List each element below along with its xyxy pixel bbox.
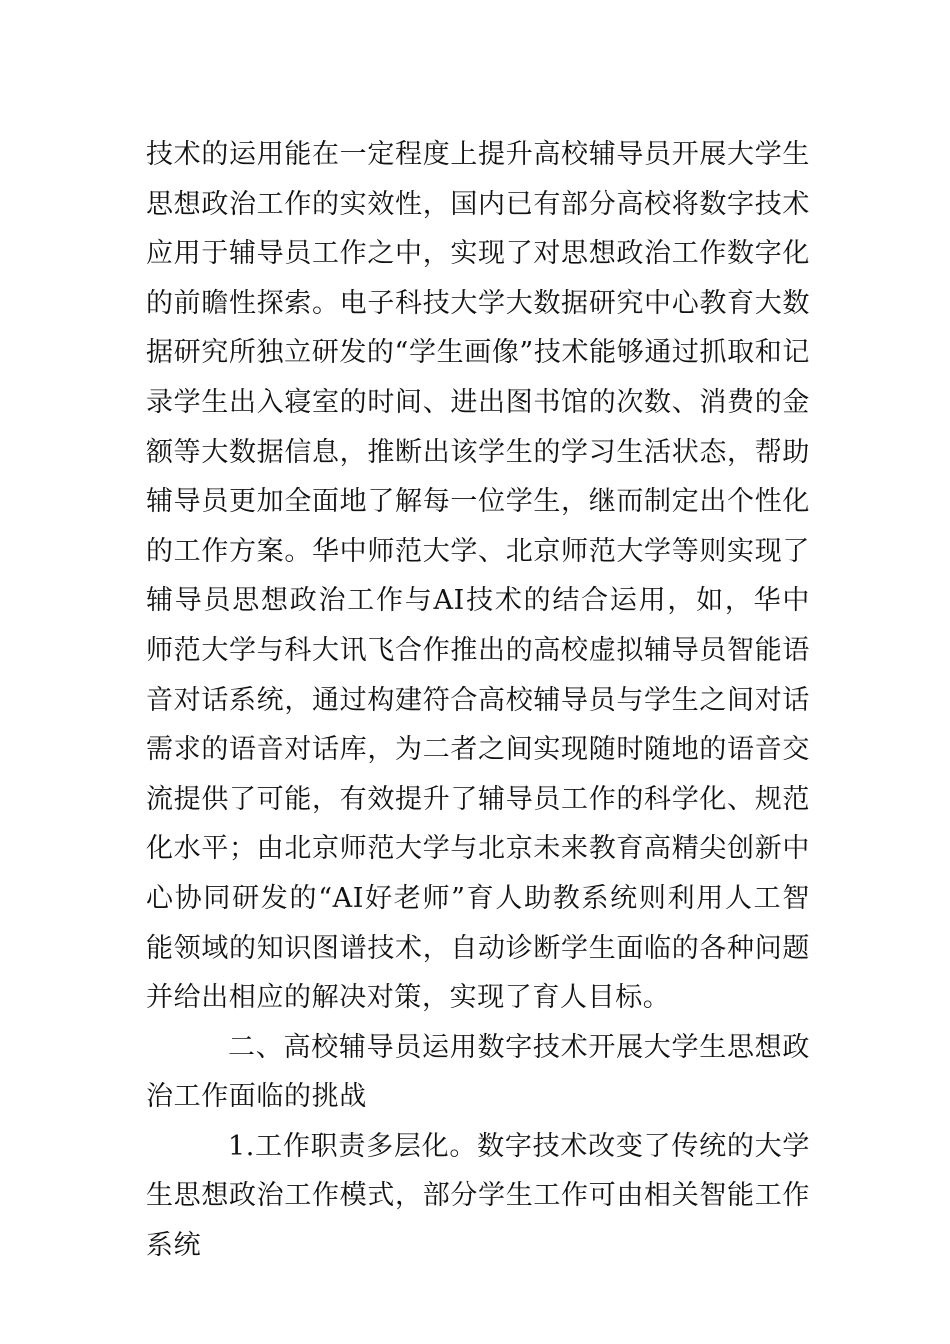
- document-body: [146, 130, 810, 1271]
- body-paragraph-digital-practice: 技术的运用能在一定程度上提升高校辅导员开展大学生思想政治工作的实效性，国内已有部分高校将数字技术应用于辅导员工作之中，实现了对思想政治工作数字化的前瞻性探索。电子科技大学大数据研究中心教育大数据研究所独立研发的“学生画像”技术能够通过抓取和记录学生出入寝室的时间、进出图书馆的次数、消费的金额等大数据信息，推断出该学生的学习生活状态，帮助辅导员更加全面地了解每一位学生，继而制定出个性化的工作方案。华中师范大学、北京师范大学等则实现了辅导员思想政治工作与AI技术的结合运用，如，华中师范大学与科大讯飞合作推出的高校虚拟辅导员智能语音对话系统，通过构建符合高校辅导员与学生之间对话需求的语音对话库，为二者之间实现随时随地的语音交流提供了可能，有效提升了辅导员工作的科学化、规范化水平；由北京师范大学与北京未来教育高精尖创新中心协同研发的“AI好老师”育人助教系统则利用人工智能领域的知识图谱技术，自动诊断学生面临的各种问题并给出相应的解决对策，实现了育人目标。: [146, 139, 810, 1014]
- section-heading-challenges: 二、高校辅导员运用数字技术开展大学生思想政治工作面临的挑战: [146, 1031, 810, 1113]
- body-paragraph-work-duties: 1.工作职责多层化。数字技术改变了传统的大学生思想政治工作模式，部分学生工作可由相关智能工作系统: [146, 1130, 810, 1262]
